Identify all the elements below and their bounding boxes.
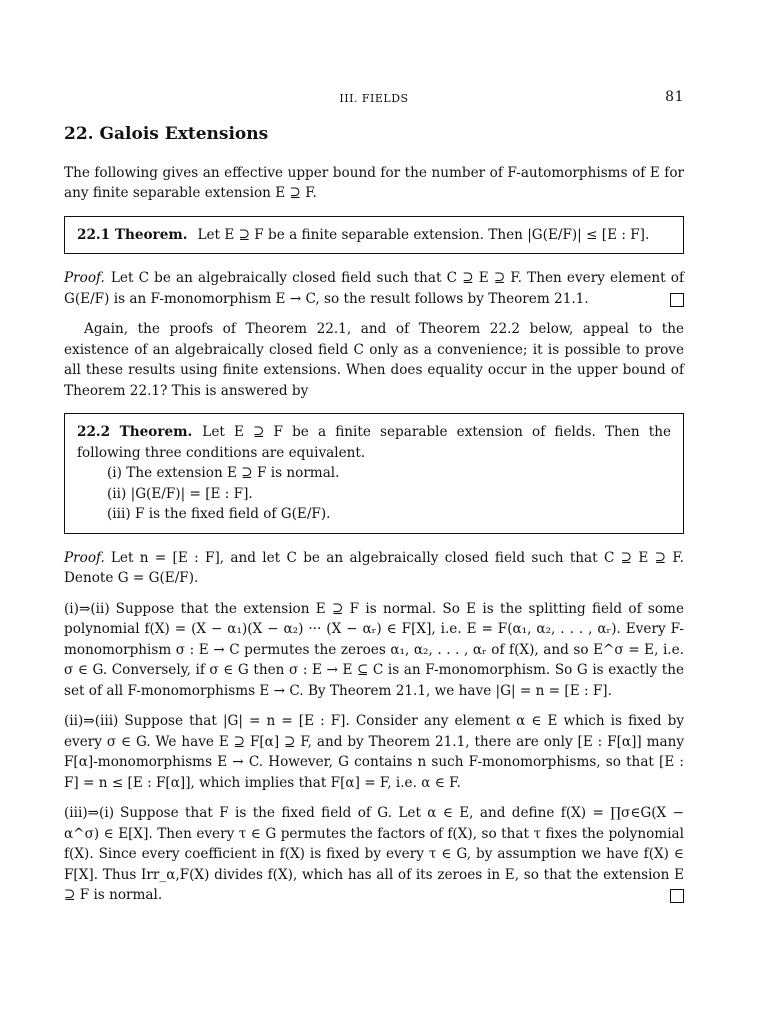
theorem-22-1-text: Let E ⊇ F be a finite separable extension. Then |G(E/F)| ≤ [E : F]. [197,226,650,243]
theorem-22-1-box [64,216,684,255]
condition-item: (i) The extension E ⊇ F is normal. [107,465,340,481]
proof-step-label: (iii)⇒(i) [64,805,114,821]
proof-step-text: Suppose that the extension E ⊇ F is normal. So E is the splitting field of some polynomial f(X) = (X − α₁)(X − α₂) ··· (X − αᵣ) ∈ F[X], i.e. E = F(α₁, α₂, . . . , αᵣ). Every F-monomorphism σ : E → C permutes the zeroes α₁, α₂, . . . , αᵣ of f(X), and so E^σ = E, i.e. σ ∈ G. Conversely, if σ ∈ G then σ : E → E ⊆ C is an F-monomorphism. So G is exactly the set of all F-monomorphisms E → C. By Theorem 21.1, we have |G| = n = [E : F]. [64,600,684,699]
proof-label: Proof. [64,549,105,566]
condition-item: (ii) |G(E/F)| = [E : F]. [107,485,253,502]
intro-paragraph: The following gives an effective upper bound for the number of F-automorphisms of E for any finite separable extension E ⊇ F. [64,164,684,201]
proof-22-2-intro [64,548,684,589]
running-title: III. FIELDS [339,92,409,105]
qed-symbol [670,293,684,307]
proof-22-1 [64,268,684,309]
proof-step-label: (ii)⇒(iii) [64,713,119,729]
theorem-22-2-box [64,413,684,534]
page-number: 81 [665,89,684,105]
remark-paragraph: Again, the proofs of Theorem 22.1, and of Theorem 22.2 below, appeal to the existence of an algebraically closed field C only as a convenience; it is possible to prove all these results using finite extensions. When does equality occur in the upper bound of Theorem 22.1? This is answered by [64,321,684,399]
proof-step [64,803,684,906]
proof-22-2-text: Let n = [E : F], and let C be an algebraically closed field such that C ⊇ E ⊇ F. Denote G = G(E/F). [64,549,684,586]
proof-label: Proof. [64,270,105,286]
condition-item: (iii) F is the fixed field of G(E/F). [107,506,331,522]
proof-step [64,711,684,793]
theorem-22-2-text: Let E ⊇ F be a finite separable extension of fields. Then the following three conditions are equivalent. [77,424,671,461]
proof-step-text: Suppose that F is the fixed field of G. Let α ∈ E, and define f(X) = ∏σ∈G(X − α^σ) ∈ E[X]. Then every τ ∈ G permutes the factors of f(X), so that τ fixes the polynomial f(X). Since every coefficient in f(X) is fixed by every τ ∈ G, by assumption we have f(X) ∈ F[X]. Thus Irr_α,F(X) divides f(X), which has all of its zeroes in E, so that the extension E ⊇ F is normal. [64,805,684,903]
page-body [64,124,684,916]
section-title: 22. Galois Extensions [64,124,269,144]
theorem-22-1-label: 22.1 Theorem. [77,226,188,243]
theorem-22-2-label: 22.2 Theorem. [77,424,193,440]
proof-step-text: Suppose that |G| = n = [E : F]. Consider any element α ∈ E which is fixed by every σ ∈ G. We have E ⊇ F[α] ⊇ F, and by Theorem 21.1, there are only [E : F[α]] many F[α]-monomorphisms E → C. However, G contains n such F-monomorphisms, so that [E : F] = n ≤ [E : F[α]], which implies that F[α] = F, i.e. α ∈ F. [64,713,684,791]
proof-step-label: (i)⇒(ii) [64,600,110,617]
theorem-22-2-statement [77,422,671,463]
proof-step [64,599,684,702]
proof-22-1-text: Let C be an algebraically closed field such that C ⊇ E ⊇ F. Then every element of G(E/F) is an F-monomorphism E → C, so the result follows by Theorem 21.1. [64,270,684,307]
qed-symbol [670,889,684,903]
